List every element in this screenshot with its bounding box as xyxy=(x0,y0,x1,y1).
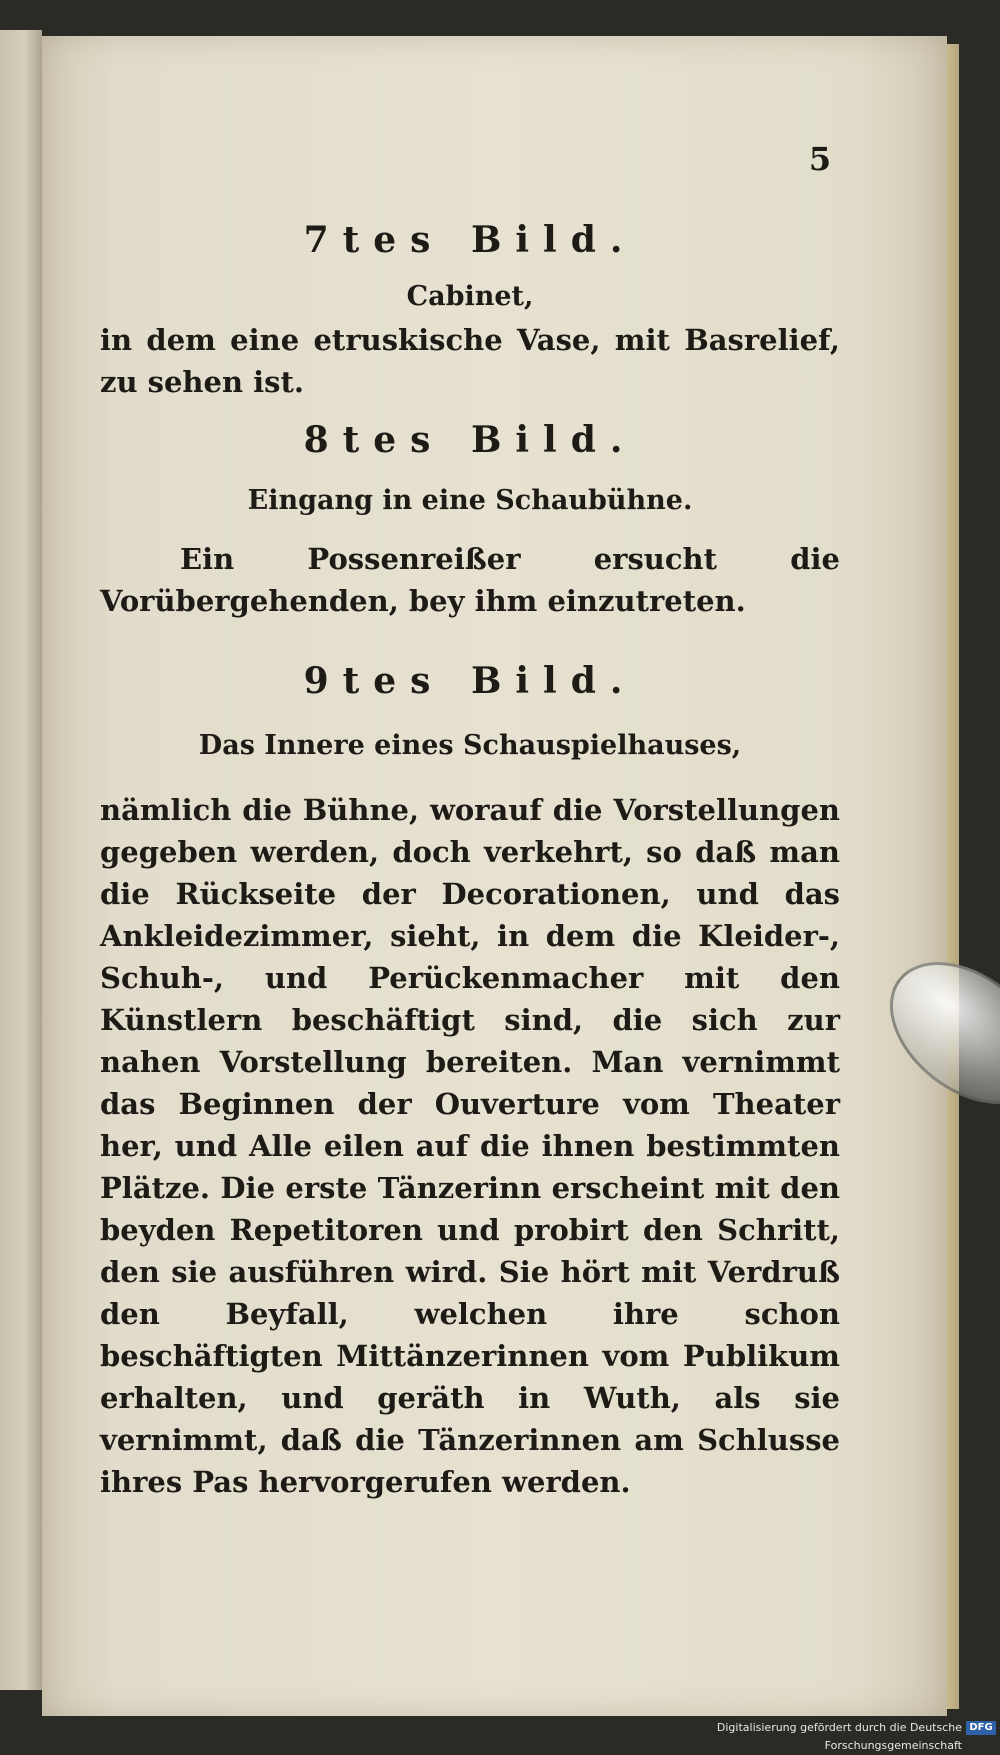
adjacent-page-edge xyxy=(0,30,42,1690)
section-subheading-8: Eingang in eine Schaubühne. xyxy=(247,485,693,516)
section-text-8: Ein Possenreißer ersucht die Vorübergehenden, bey ihm einzutreten. xyxy=(100,542,840,618)
section-text-9: nämlich die Bühne, worauf die Vorstellungen gegeben werden, doch verkehrt, so daß man die Rückseite der Decorationen, und das Ankleidezimmer, sieht, in dem die Kleider-, Schuh-, und Perückenmacher mit den Künstlern beschäftigt sind, die sich zur nahen Vorstellung bereiten. Man vernimmt das Beginnen der Ouverture vom Theater her, und Alle eilen auf die ihnen bestimmten Plätze. Die erste Tänzerinn erscheint mit den beyden Repetitoren und probirt den Schritt, den sie ausführen wird. Sie hört mit Verdruß den Beyfall, welchen ihre schon beschäftigten Mittänzerinnen vom Publikum erhalten, und geräth in Wuth, als sie vernimmt, daß die Tänzerinnen am Schlusse ihres Pas hervorgerufen werden. xyxy=(100,793,840,1499)
page-content xyxy=(100,215,840,1503)
page-fore-edge xyxy=(947,44,959,1709)
dfg-logo: DFG xyxy=(966,1721,996,1735)
section-subheading-9: Das Innere eines Schauspielhauses, xyxy=(198,730,742,761)
section-heading-8: 8tes Bild. xyxy=(303,419,637,461)
section-heading-9: 9tes Bild. xyxy=(303,660,637,702)
page-number: 5 xyxy=(808,140,832,178)
digitization-credit: Digitalisierung gefördert durch die Deutsche Forschungsgemeinschaft xyxy=(716,1721,962,1752)
section-heading-7: 7tes Bild. xyxy=(303,219,637,261)
section-subheading-7: Cabinet, xyxy=(406,281,534,312)
section-text-7: in dem eine etruskische Vase, mit Basrelief, zu sehen ist. xyxy=(100,323,840,399)
